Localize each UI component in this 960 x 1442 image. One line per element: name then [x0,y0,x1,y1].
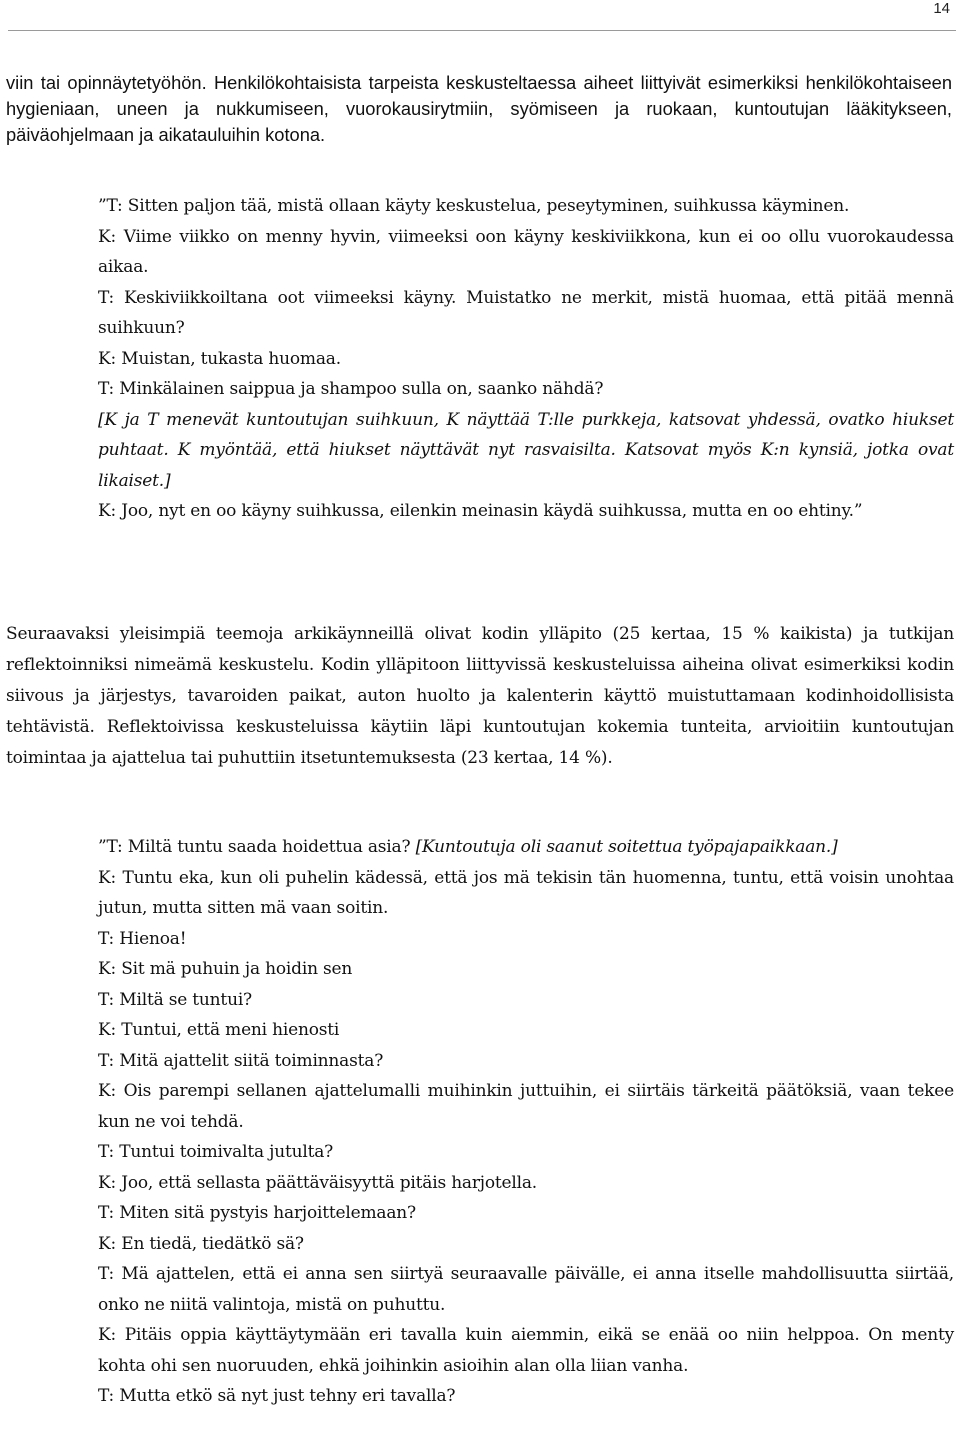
quote-line: T: Miltä se tuntui? [98,989,252,1010]
context-note: [Kuntoutuja oli saanut soitettua työpajapaikkaan.] [415,837,838,857]
quote-line: T: Miten sitä pystyis harjoittelemaan? [98,1203,416,1223]
quote-line: K: Sit mä puhuin ja hoidin sen [98,959,353,979]
quote-line: T: Mitä ajattelit siitä toiminnasta? [98,1050,384,1071]
quote-line-text: ”T: Miltä tuntu saada hoidettua asia? [98,837,416,857]
quote-line: K: Pitäis oppia käyttäytymään eri tavalla kuin aiemmin, eikä se enää oo niin helppoa. On menty kohta ohi sen nuoruuden, ehkä joihinkin asioihin alan olla liian vanha. [98,1325,954,1376]
interview-excerpt-reflection [98,832,954,1412]
quote-line-first [98,832,954,863]
quote-line: K: En tiedä, tiedätkö sä? [98,1233,304,1254]
header-divider [8,30,956,31]
interview-excerpt-shower [98,191,954,527]
quote-line: K: Tuntu eka, kun oli puhelin kädessä, että jos mä tekisin tän huomenna, tuntu, että voisin unohtaa jutun, mutta sitten mä vaan soitin. [98,867,954,918]
quote-line: T: Minkälainen saippua ja shampoo sulla on, saanko nähdä? [98,379,604,399]
quote-line: T: Mä ajattelen, että ei anna sen siirtyä seuraavalle päivälle, ei anna itselle mahdollisuutta siirtää, onko ne niitä valintoja, mistä on puhuttu. [98,1264,954,1315]
quote-line: K: Joo, nyt en oo käyny suihkussa, eilenkin meinasin käydä suihkussa, mutta en oo ehtiny.” [98,501,863,521]
page-number: 14 [933,0,950,17]
quote-line: T: Mutta etkö sä nyt just tehny eri tavalla? [98,1386,456,1406]
middle-paragraph: Seuraavaksi yleisimpiä teemoja arkikäynneillä olivat kodin ylläpito (25 kertaa, 15 % kaikista) ja tutkijan reflektoinniksi nimeämä keskustelu. Kodin ylläpitoon liittyvissä keskusteluissa aiheina olivat esimerkiksi kodin siivous ja järjestys, tavaroiden paikat, auton huolto ja kalenterin käyttö muistuttamaan kodinhoidollisista tehtävistä. Reflektoivissa keskusteluissa käytiin läpi kuntoutujan kokemia tunteita, arvioitiin kuntoutujan toimintaa ja ajattelua tai puhuttiin itsetuntemuksesta (23 kertaa, 14 %). [6,624,954,768]
quote-line: K: Muistan, tukasta huomaa. [98,348,341,369]
quote-line: T: Tuntui toimivalta jutulta? [98,1142,334,1162]
quote-line: T: Hienoa! [98,928,187,949]
quote-line: ”T: Sitten paljon tää, mistä ollaan käyty keskustelua, peseytyminen, suihkussa käyminen. [98,196,850,216]
quote-line: K: Tuntui, että meni hienosti [98,1020,340,1040]
quote-line: K: Joo, että sellasta päättäväisyyttä pitäis harjotella. [98,1172,538,1193]
quote-line: T: Keskiviikkoiltana oot viimeeksi käyny. Muistatko ne merkit, mistä huomaa, että pitää mennä suihkuun? [98,287,954,338]
observation-note: [K ja T menevät kuntoutujan suihkuun, K näyttää T:lle purkkeja, katsovat yhdessä, ovatko hiukset puhtaat. K myöntää, että hiukset näyttävät nyt rasvaisilta. Katsovat myös K:n kynsiä, jotka ovat likaiset.] [98,409,954,491]
quote-line: K: Ois parempi sellanen ajattelumalli muihinkin juttuihin, ei siirtäis tärkeitä päätöksiä, vaan tekee kun ne voi tehdä. [98,1081,954,1132]
intro-paragraph: viin tai opinnäytetyöhön. Henkilökohtaisista tarpeista keskusteltaessa aiheet liittyivät esimerkiksi henkilökohtaiseen hygieniaan, uneen ja nukkumiseen, vuorokausirytmiin, syömiseen ja ruokaan, kuntoutujan lääkitykseen, päiväohjelmaan ja aikatauluihin kotona. [6,72,952,145]
quote-line: K: Viime viikko on menny hyvin, viimeeksi oon käyny keskiviikkona, kun ei oo ollu vuorokaudessa aikaa. [98,226,954,277]
